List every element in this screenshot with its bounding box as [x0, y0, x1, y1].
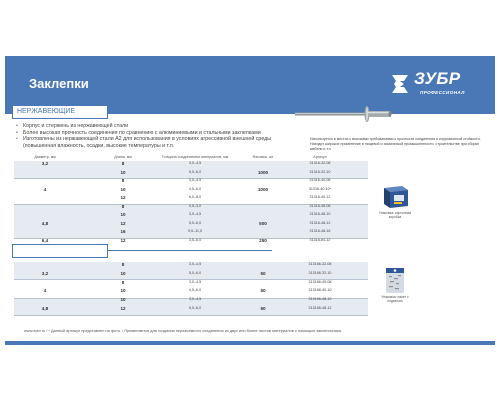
col-header-thickness: Толщина соединяемых материалов, мм: [161, 155, 229, 159]
pack-caption: Упаковка: картонная коробка: [378, 211, 412, 220]
cell-article: 31316-32-08: [309, 161, 331, 165]
cell-pack: 250: [259, 237, 267, 243]
feature-item: • Изготовлены из нержавеющей стали А2 для использования в условиях агрессивной внешней среды (повышенная влажность, осадки, высокие температуры и т.п.: [16, 136, 286, 149]
cell-length: 8: [121, 161, 125, 166]
cell-thickness: 0,5–3,0: [188, 203, 202, 208]
section-divider: [108, 111, 272, 112]
cell-length: 8: [121, 262, 125, 267]
cell-pack: 50: [260, 306, 266, 311]
cell-thickness: 3,0–4,5: [188, 297, 202, 302]
cell-article: 31316-48-12: [309, 220, 331, 225]
cell-thickness: 3,0–4,5: [188, 161, 202, 165]
feature-item: • Более высокая прочность соединения по сравнению с алюминиевыми и стальными заклепками: [16, 130, 286, 137]
cell-pack: 50: [260, 288, 266, 294]
cell-article: 31316-48-08: [309, 203, 331, 208]
col-header-pack: Фасовка, шт: [252, 155, 274, 159]
cell-thickness: 3,0–4,5: [188, 178, 202, 183]
box-package-image: [380, 182, 410, 210]
bag-package-image: [380, 266, 410, 294]
cell-length: 8: [121, 279, 125, 285]
cell-length: 10: [120, 288, 126, 294]
cell-length: 10: [120, 297, 126, 303]
rivet-image: [295, 105, 400, 123]
cell-length: 10: [120, 186, 126, 192]
cell-thickness: 3,5–6,0: [188, 237, 202, 242]
cell-thickness: 3,0–4,5: [188, 212, 202, 217]
feature-list: [16, 123, 286, 149]
cell-thickness: 5,0–6,0: [188, 220, 202, 225]
cell-diameter: 3,2: [41, 270, 49, 276]
brand-logo: [389, 71, 489, 101]
cell-length: 10: [120, 270, 126, 276]
brand-name: ЗУБР: [414, 69, 461, 88]
cell-article: 31316-32-10: [309, 169, 331, 174]
cell-thickness: 5,0–6,0: [188, 169, 202, 174]
brand-subtitle: ПРОФЕССИОНАЛ: [420, 90, 465, 95]
cell-length: 16: [120, 229, 126, 235]
cell-thickness: 4,5–6,0: [188, 186, 202, 191]
cell-thickness: 3,0–4,5: [188, 262, 202, 266]
cell-article: 31316-40-08: [309, 178, 331, 183]
cell-article: 313166-40-08: [308, 279, 332, 284]
cell-article: 31316-64-12: [309, 237, 331, 242]
cell-article: 313166-40-10: [308, 288, 332, 293]
cell-pack: 1000: [257, 186, 269, 192]
cell-diameter: 3,2: [41, 161, 49, 166]
cell-thickness: 3,0–4,5: [188, 279, 202, 284]
cell-article: 313166-48-10: [308, 297, 332, 302]
cell-article: 313166-32-08: [308, 262, 332, 266]
cell-diameter: 4: [43, 288, 47, 294]
col-header-article: Артикул: [313, 155, 327, 159]
cell-length: 12: [120, 306, 126, 311]
cell-diameter: 6,4: [41, 237, 49, 243]
cell-article: 31316-48-10: [309, 212, 331, 217]
footer-text: www.zubr.ru / * Данный артикул представлен на фото. / Применяются для создания неразъемного соединения из двух или более листов материалов с помощью заклепочника.: [24, 328, 342, 333]
page-title: Заклепки: [29, 76, 89, 91]
bottom-bar: [5, 341, 495, 345]
section-tag: НЕРЖАВЕЮЩИЕ: [12, 105, 108, 119]
cell-pack: 50: [260, 270, 266, 276]
cell-length: 8: [121, 203, 125, 209]
cell-pack: 1000: [257, 169, 269, 175]
cell-thickness: 4,5–6,0: [188, 288, 202, 293]
cell-length: 8: [121, 178, 125, 184]
cell-length: 12: [120, 237, 126, 243]
table-rule: [14, 315, 368, 316]
cell-article: 313166-32-10: [308, 270, 332, 275]
pack-caption: Упаковка: пакет с подвесом: [381, 295, 409, 304]
brand-mark-icon: [389, 73, 411, 95]
cell-thickness: 6,0–8,0: [188, 195, 202, 200]
cell-length: 10: [120, 212, 126, 218]
feature-item: • Корпус и стержень из нержавеющей стали: [16, 123, 286, 130]
cell-article: 31316-40-10*: [308, 186, 332, 191]
section-tag-2: [12, 244, 108, 258]
cell-diameter: 4,8: [41, 220, 49, 226]
cell-diameter: 4,8: [41, 306, 49, 311]
cell-article: 31316-40-12: [309, 195, 331, 200]
section-divider-2: [108, 250, 272, 251]
cell-thickness: 9,5–11,0: [187, 229, 203, 234]
cell-thickness: 5,0–6,0: [188, 270, 202, 275]
usage-note: Используется в местах с высокими требованиями к прочности соединения и коррозионной стойкости. Находит широкое применение в пищевой и химической промышленности, строительстве при сборке мебели и т.п.: [310, 137, 481, 151]
col-header-diameter: Диаметр, мм: [34, 155, 56, 159]
cell-thickness: 5,0–6,0: [188, 306, 202, 310]
cell-diameter: 4: [43, 186, 47, 192]
col-header-length: Длина, мм: [114, 155, 132, 159]
cell-article: 31316-48-16: [309, 229, 331, 234]
cell-length: 12: [120, 220, 126, 226]
cell-length: 10: [120, 169, 126, 175]
cell-pack: 500: [259, 220, 267, 226]
cell-article: 313166-48-12: [308, 306, 332, 310]
cell-length: 12: [120, 195, 126, 201]
